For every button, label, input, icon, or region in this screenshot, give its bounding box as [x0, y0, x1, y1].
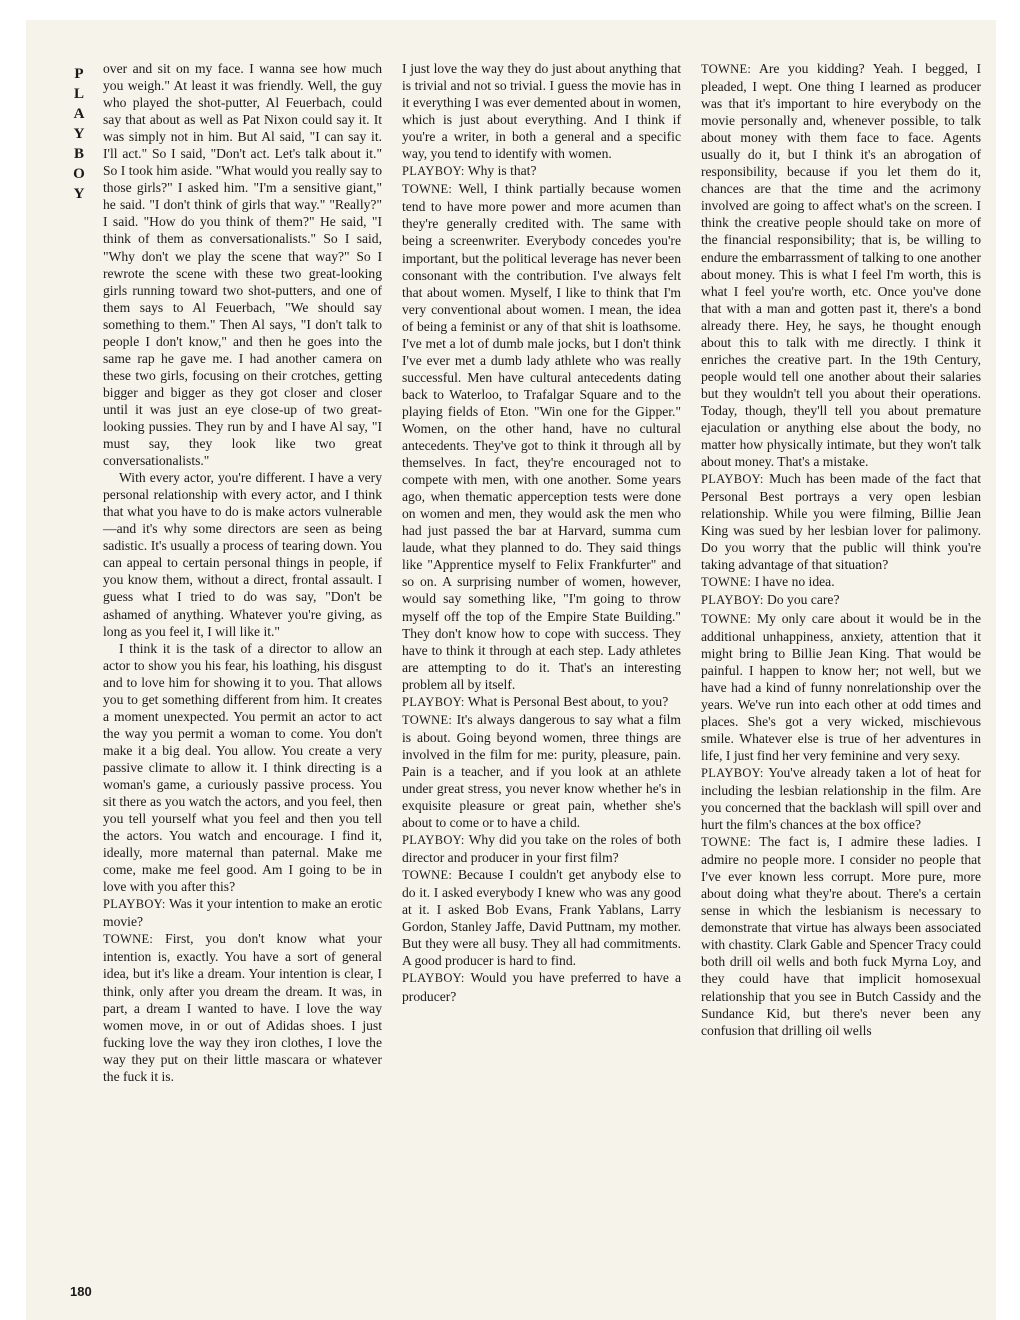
paragraph-text: Much has been made of the fact that Personal Best portrays a very open lesbian relationship. While you were filming, Billie Jean King was sued by her lesbian lover for palimony. Do you worry that the public will think you're taking advantage of that situation? [701, 471, 981, 573]
running-head-letter: B [73, 146, 84, 162]
paragraph-text: First, you don't know what your intention is, exactly. You have a sort of general idea, but it's like a dream. Your intention is clear, I think, only after you dream the dream. It was, in part, a dream I wanted to have. I love the way women move, in or out of Adidas shoes. I just fucking love the way they iron clothes, I love the way they put on their little mascara or whatever the fuck it is. [103, 931, 382, 1084]
running-head-letter: A [73, 106, 85, 122]
text-column-3 [701, 60, 981, 1039]
speaker-label: TOWNE: [402, 182, 453, 197]
speaker-label: PLAYBOY: [701, 765, 764, 780]
running-head-letter: Y [73, 126, 85, 142]
interview-exchange [402, 180, 681, 692]
page-number: 180 [70, 1284, 92, 1299]
speaker-label: TOWNE: [701, 835, 752, 850]
paragraph-text: Do you care? [767, 592, 840, 608]
speaker-label: PLAYBOY: [402, 694, 465, 709]
running-head-letter: P [74, 66, 84, 82]
speaker-label: PLAYBOY: [402, 971, 465, 986]
paragraph-text: Would you have preferred to have a producer? [402, 970, 682, 1004]
magazine-page [26, 20, 996, 1320]
paragraph-text: I just love the way they do just about anything that is trivial and not so trivial. I guess the movie has in it everything I was ever demented about in women, which is just about everything. And I think if you're a writer, in both a general and a specific way, you tend to identify with women. [402, 61, 681, 162]
speaker-label: TOWNE: [103, 932, 154, 947]
speaker-label: TOWNE: [402, 868, 453, 883]
paragraph-text: What is Personal Best about, to you? [467, 693, 669, 709]
interview-exchange [701, 610, 981, 764]
interview-exchange [701, 764, 981, 833]
paragraph [103, 469, 382, 639]
paragraph-text: Why is that? [467, 163, 537, 179]
interview-exchange [701, 470, 981, 573]
paragraph-text: I think it is the task of a director to allow an actor to show you his fear, his loathing, his disgust and to love him for showing it to you. That allows you to get something different from him. It creates a moment unexpected. You permit an actor to act the way you permit a woman to come. You don't make it a big deal. You allow. You create a very passive climate to allow it. I think directing is a woman's game, a curiously passive process. You sit there as you watch the actors, and you feel, then you tell yourself what you feel and then you tell the actors. You watch and encourage. I find it, ideally, more maternal than paternal. Make me come, make me feel good. Am I going to be in love with you after this? [103, 640, 382, 895]
paragraph-text: Was it your intention to make an erotic movie? [103, 896, 382, 930]
paragraph-text: over and sit on my face. I wanna see how much you weigh." At least it was friendly. Well, the guy who played the shot-putter, Al Feuerbach, could say that about as well as Pat Nixon could say it. It was simply not in him. But Al said, "I can say it. I'll act." So I said, "Don't act. Let's talk about it." So I took him aside. "What would you really say to those girls?" I asked him. "I'm a sensitive giant," he said. "I don't think of girls that way." "Really?" I said. "How do you think of them?" He said, "I think of them as conversationalists." So I said, "Why don't we play the scene that way?" So I rewrote the scene with these two great-looking girls running toward two shot-putters, and one of them says to Al Feuerbach, "We should say something to them." Then Al says, "I don't talk to people I don't know," and then he goes into the same rap he gave me. I had another camera on these two girls, focusing on their crotches, getting bigger and bigger as they got closer and closer until it was just an eye close-up of two great-looking pussies. They run by and I have Al say, "I must say, they look like two great conversationalists." [103, 61, 382, 469]
interview-exchange [402, 969, 681, 1004]
paragraph-text: Well, I think partially because women tend to have more power and more acumen than they're generally credited with. The same with being a screenwriter. Everybody concedes you're important, but the political leverage has never been consonant with the contribution. I've always felt that about women. Myself, I like to think that I'm very conventional about women. I mean, the idea of being a feminist or any of that shit is loathsome. I've met a lot of dumb male jocks, but I don't think I've ever met a dumb lady athlete who was really successful. Men have cultural antecedents dating back to Waterloo, to Trafalgar Square and to the playing fields of Eton. "Win one for the Gipper." Women, on the other hand, have no cultural antecedents. They've got to think it through all by themselves. In fact, they're encouraged not to compete with men, with one another. Some years ago, when thematic apperception tests were done on women and men, they would ask the men who had just passed the bar at Harvard, summa cum laude, what they planned to do. They said things like "Apprentice myself to Felix Frankfurter" and so on. A surprising number of women, however, would say something like, "I'm going to throw myself off the top of the Empire State Building." They don't know how to cope with success. They have to think it through at each step. Lady athletes are attempting to do it. That's an interesting problem all by itself. [402, 181, 681, 692]
interview-exchange [402, 866, 681, 969]
interview-exchange [701, 573, 981, 591]
running-head-letter: Y [73, 186, 85, 202]
interview-exchange [103, 895, 382, 930]
paragraph-text: With every actor, you're different. I have a very personal relationship with every actor, and I think that what you have to do is make actors vulnerable—and it's why some directors are seen as being sadistic. It's usually a process of tearing down. You can appeal to certain personal things in people, if you know them, without a direct, frontal assault. I guess what I tried to do was say, "Don't be ashamed of anything. Whatever you're giving, as long as you feel it, I will like it." [103, 470, 382, 639]
speaker-label: PLAYBOY: [402, 833, 465, 848]
paragraph-text: It's always dangerous to say what a film is about. Going beyond women, three things are involved in the film for me: purity, pleasure, pain. Pain is a teacher, and if you look at an athlete under great stress, you never know whether he's in exquisite pleasure or great pain, whether she's about to come or to have a child. [402, 711, 681, 831]
interview-exchange [701, 833, 981, 1039]
interview-exchange [402, 831, 681, 866]
paragraph [103, 60, 382, 469]
interview-exchange [701, 60, 981, 470]
paragraph [402, 60, 681, 162]
paragraph-text: I have no idea. [754, 574, 835, 590]
paragraph [103, 640, 382, 896]
running-head [69, 64, 89, 204]
paragraph-text: You've already taken a lot of heat for including the lesbian relationship in the film. Are you concerned that the backlash will spill over and hurt the film's chances at the box office? [701, 764, 981, 833]
speaker-label: TOWNE: [701, 62, 752, 76]
speaker-label: PLAYBOY: [701, 472, 764, 487]
interview-exchange [402, 693, 681, 711]
interview-exchange [701, 591, 981, 609]
speaker-label: PLAYBOY: [402, 164, 465, 179]
speaker-label: TOWNE: [402, 712, 453, 727]
paragraph-text: Because I couldn't get anybody else to do it. I asked everybody I knew who was any good at it. I asked Bob Evans, Frank Yablans, Larry Gordon, Stanley Jaffe, David Puttnam, my mother. But they were all busy. They all had commitments. A good producer is hard to find. [402, 867, 681, 969]
speaker-label: PLAYBOY: [701, 593, 764, 608]
paragraph-text: Why did you take on the roles of both director and producer in your first film? [402, 832, 681, 866]
text-column-2 [402, 60, 681, 1005]
text-column-1 [103, 60, 382, 1085]
running-head-letter: O [73, 166, 85, 182]
interview-exchange [103, 930, 382, 1084]
running-head-letter: L [73, 86, 84, 102]
interview-exchange [402, 162, 681, 180]
paragraph-text: My only care about it would be in the additional unhappiness, anxiety, attention that it might bring to Billie Jean King. That would be painful. I happen to know her; not well, but we have had a kind of funny nonrelationship over the years. We've run into each other at odd times and places. She's got a very wicked, mischievous smile. Whatever else is true of her adventures in life, I just find her very feminine and very sexy. [701, 610, 981, 763]
speaker-label: TOWNE: [701, 575, 752, 590]
paragraph-text: Are you kidding? Yeah. I begged, I pleaded, I wept. One thing I learned as producer was that it's important to hire everybody on the movie personally and, whenever possible, to talk about money with them face to face. Agents usually do it, but I think it's an abrogation of responsibility, because if you let them do it, chances are that the time and the acrimony involved are going to affect what's on the screen. I think the creative people should take on more of the financial responsibility; that is, be willing to endure the embarrassment of talking to one another about money. This is what I feel I'm worth, this is what I feel you're worth, etc. Once you've done that with a man and gotten past it, there's a bond already there. Hey, he says, he thought enough about this to talk with me directly. I think it enriches the creative part. In the 19th Century, people would tell one another about their salaries but they wouldn't tell you about their operations. Today, though, they'll tell you about premature ejaculation or anything else about the body, no matter how physically intimate, but they won't talk about money. That's a mistake. [701, 61, 981, 470]
paragraph-text: The fact is, I admire these ladies. I admire no people more. I consider no people that I've ever known less corrupt. More pure, more about doing what they're about. There's a certain sense in which the lesbianism is necessary to demonstrate that virtue has always been associated with chastity. Clark Gable and Spencer Tracy could both drill oil wells and both fuck Myrna Loy, and they could have that implicit homosexual relationship that you see in Butch Cassidy and the Sundance Kid, but there's never been any confusion that drilling oil wells [701, 834, 982, 1038]
speaker-label: PLAYBOY: [103, 897, 166, 912]
speaker-label: TOWNE: [701, 611, 752, 626]
interview-exchange [402, 711, 681, 831]
